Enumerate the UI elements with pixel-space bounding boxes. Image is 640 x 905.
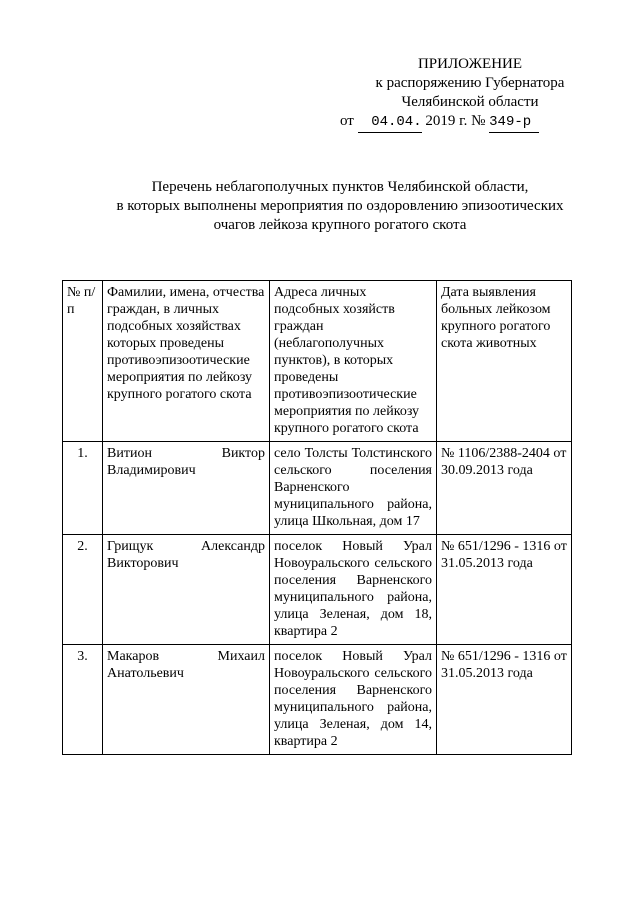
row-num: 1.	[63, 442, 103, 535]
header-addresses: Адреса личных подсобных хозяйств граждан (неблагополучных пунктов), в которых проведены противоэпизоотические мероприятия по лейкозу крупного рогатого скота	[270, 281, 437, 442]
table-row	[63, 645, 572, 755]
row-name: Витион Виктор Владимирович	[103, 442, 270, 535]
appendix-line-2: Челябинской области	[401, 94, 539, 110]
document-title	[60, 178, 620, 235]
register-table	[62, 280, 572, 755]
header-names: Фамилии, имена, отчества граждан, в личных подсобных хозяйствах которых проведены противоэпизоотические мероприятия по лейкозу крупного рогатого скота	[103, 281, 270, 442]
title-line-1: Перечень неблагополучных пунктов Челябинской области,	[151, 179, 529, 195]
row-name: Макаров Михаил Анатольевич	[103, 645, 270, 755]
row-address: поселок Новый Урал Новоуральского сельского поселения Варненского муниципального района, улица Зеленая, дом 18, квартира 2	[270, 535, 437, 645]
row-date: № 651/1296 - 1316 от 31.05.2013 года	[437, 535, 572, 645]
order-number: 349-р	[489, 113, 539, 133]
row-address: поселок Новый Урал Новоуральского сельского поселения Варненского муниципального района, улица Зеленая, дом 14, квартира 2	[270, 645, 437, 755]
table-row	[63, 535, 572, 645]
appendix-block	[340, 55, 600, 133]
row-name: Грищук Александр Викторович	[103, 535, 270, 645]
row-num: 2.	[63, 535, 103, 645]
from-label: от	[340, 113, 354, 129]
row-date: № 651/1296 - 1316 от 31.05.2013 года	[437, 645, 572, 755]
row-date: № 1106/2388-2404 от 30.09.2013 года	[437, 442, 572, 535]
row-address: село Толсты Толстинского сельского поселения Варненского муниципального района, улица Школьная, дом 17	[270, 442, 437, 535]
order-year: 2019 г. №	[425, 113, 486, 129]
appendix-title: ПРИЛОЖЕНИЕ	[417, 56, 523, 72]
title-line-2: в которых выполнены мероприятия по оздоровлению эпизоотических	[116, 198, 564, 214]
order-date: 04.04.	[358, 113, 422, 133]
header-date: Дата выявления больных лейкозом крупного рогатого скота животных	[437, 281, 572, 442]
table-row	[63, 442, 572, 535]
row-num: 3.	[63, 645, 103, 755]
table-header-row	[63, 281, 572, 442]
appendix-line-1: к распоряжению Губернатора	[375, 75, 565, 91]
appendix-date-line	[340, 112, 600, 133]
header-num: № п/п	[63, 281, 103, 442]
title-line-3: очагов лейкоза крупного рогатого скота	[213, 217, 467, 233]
